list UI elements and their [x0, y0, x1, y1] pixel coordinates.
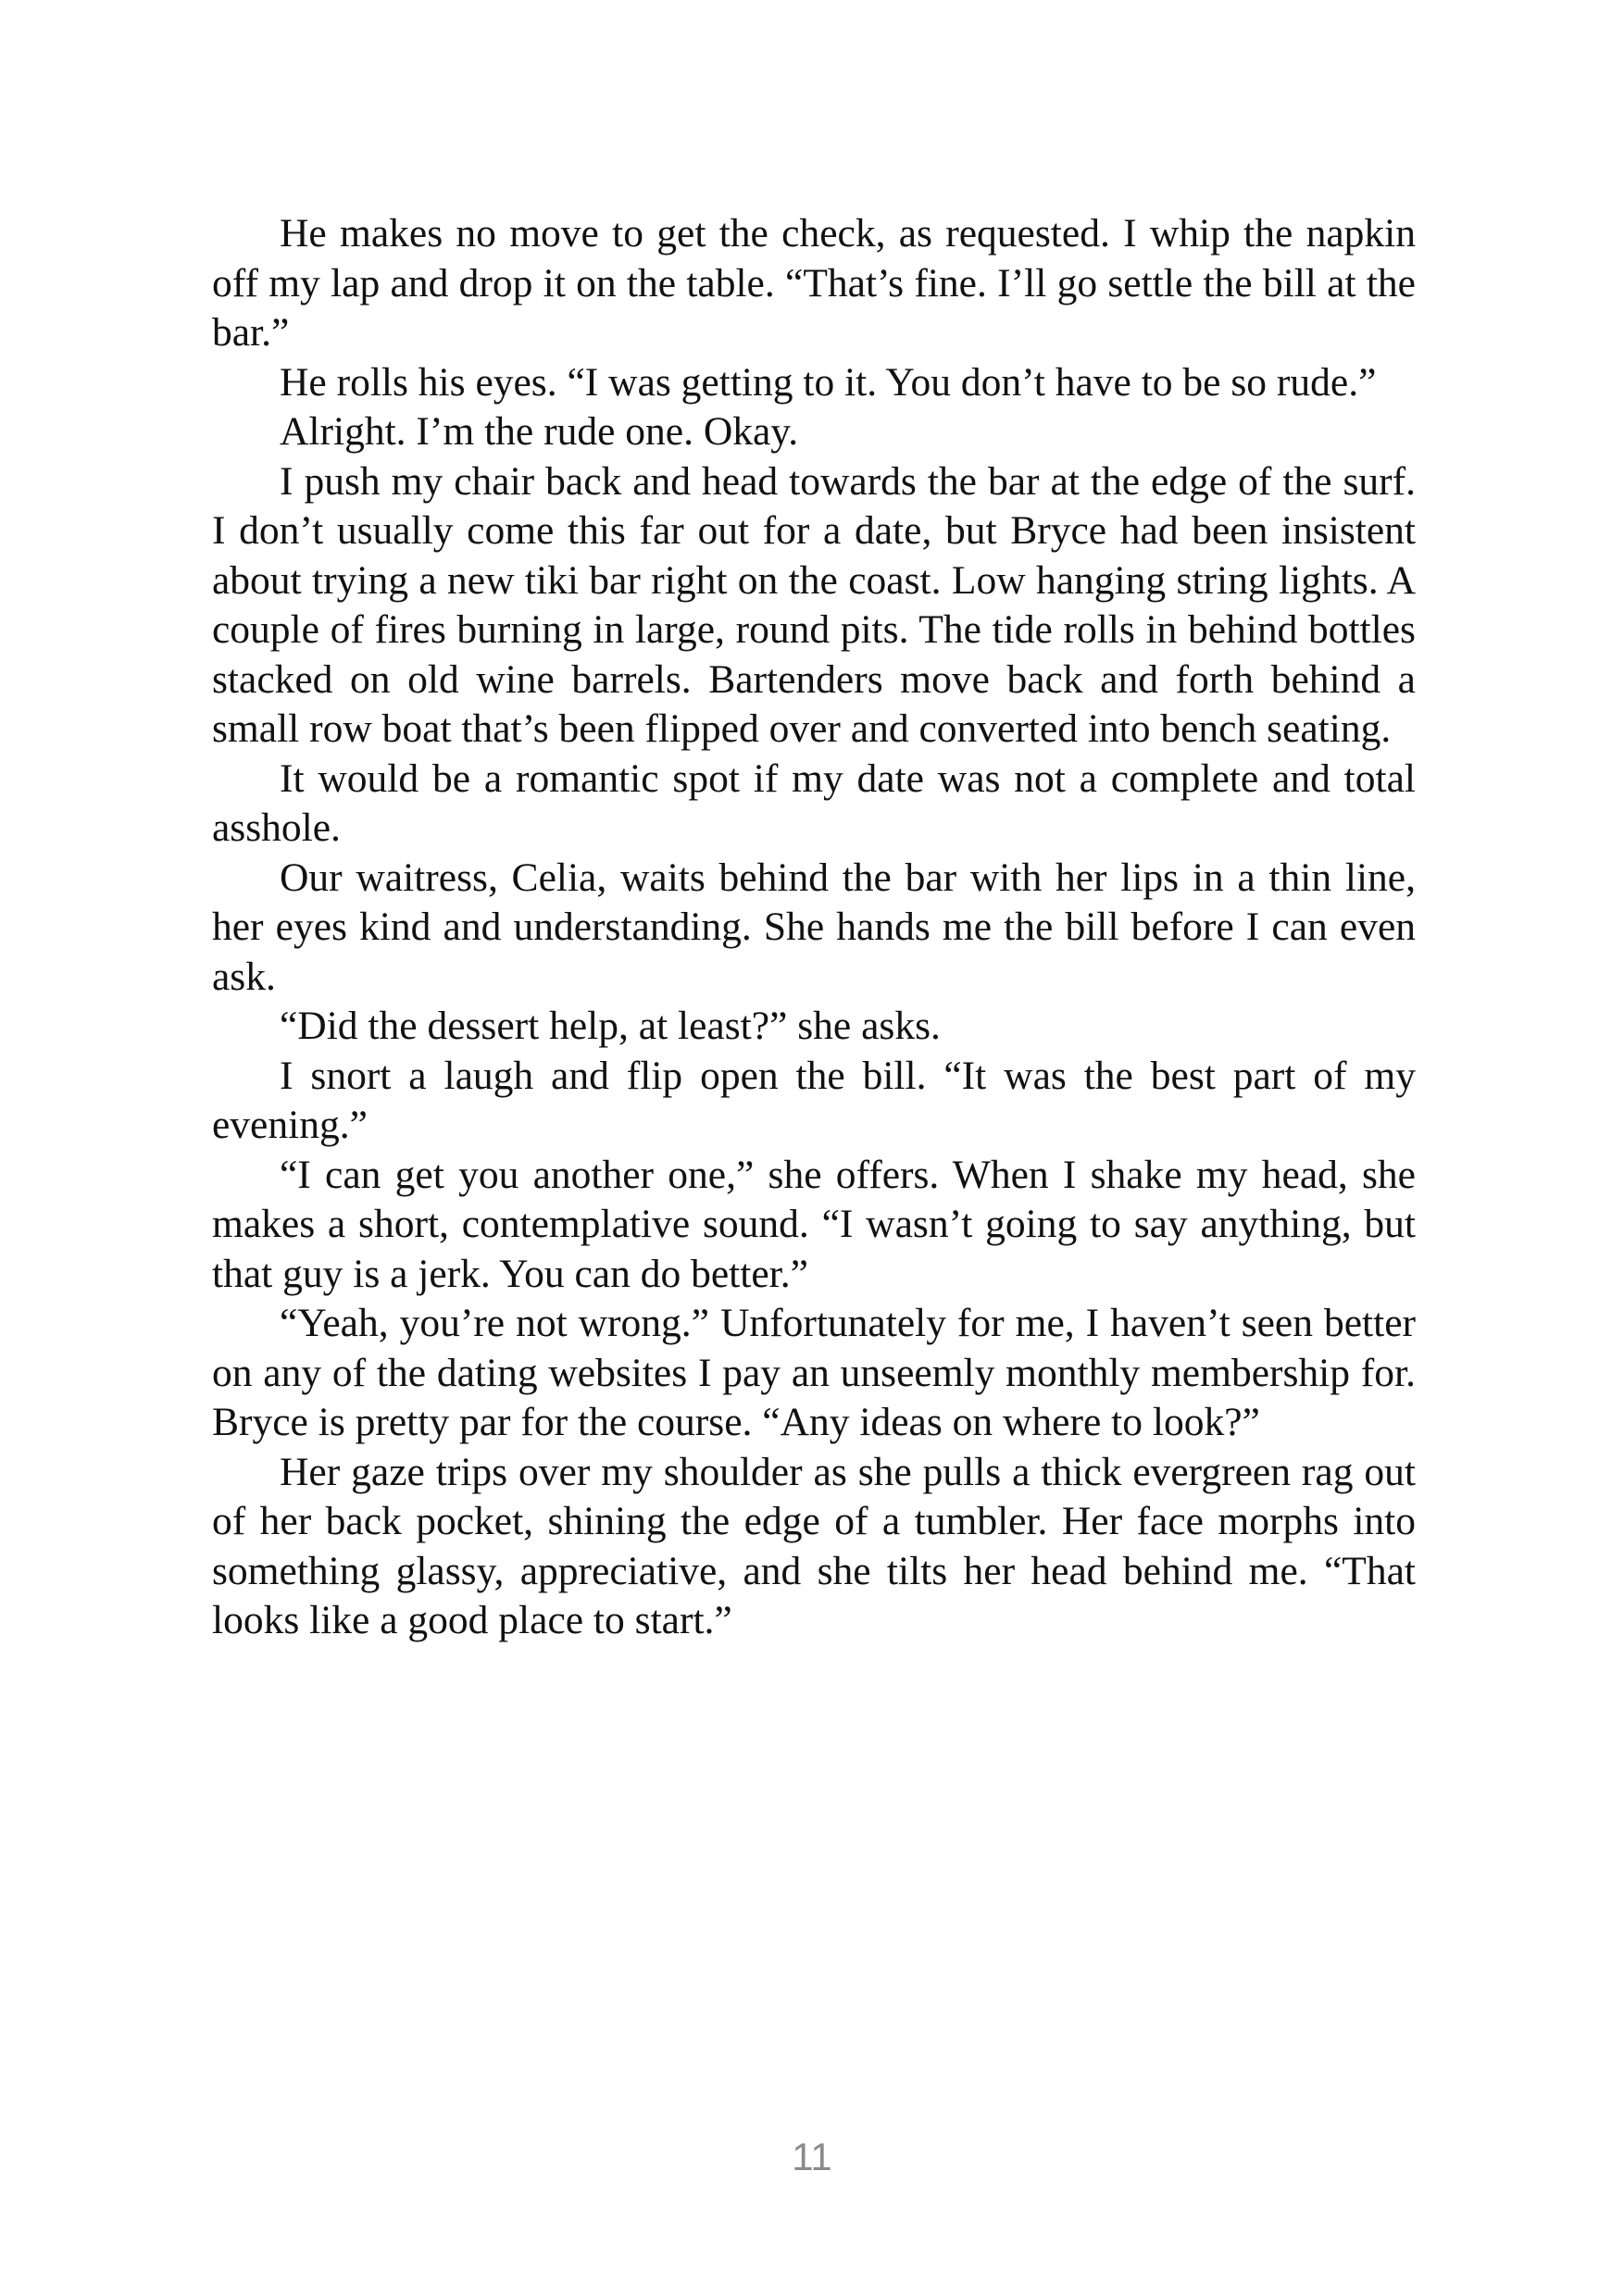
- paragraph: I push my chair back and head towards the bar at the edge of the surf. I don’t usually come this far out for a date, but Bryce had been insistent about trying a new tiki bar right on the coast. Low hanging string lights. A couple of fires burning in large, round pits. The tide rolls in behind bottles stacked on old wine barrels. Bartenders move back and forth behind a small row boat that’s been flipped over and converted into bench seating.: [212, 458, 1416, 751]
- paragraph: He makes no move to get the check, as requested. I whip the napkin off my lap and drop it on the table. “That’s fine. I’ll go settle the bill at the bar.”: [212, 211, 1416, 355]
- paragraph: “Did the dessert help, at least?” she asks.: [280, 1004, 941, 1048]
- paragraph: Alright. I’m the rude one. Okay.: [280, 409, 799, 454]
- body-text: [212, 209, 1416, 1646]
- page-number: 11: [792, 2135, 832, 2178]
- paragraph: “Yeah, you’re not wrong.” Unfortunately for me, I haven’t seen better on any of the dating websites I pay an unseemly monthly membership for. Bryce is pretty par for the course. “Any ideas on where to look?”: [212, 1301, 1416, 1444]
- paragraph: “I can get you another one,” she offers. When I shake my head, she makes a short, contemplative sound. “I wasn’t going to say anything, but that guy is a jerk. You can do better.”: [212, 1152, 1416, 1296]
- paragraph: I snort a laugh and flip open the bill. “It was the best part of my evening.”: [212, 1053, 1416, 1147]
- paragraph: Her gaze trips over my shoulder as she pulls a thick evergreen rag out of her back pocket, shining the edge of a tumbler. Her face morphs into something glassy, appreciative, and she tilts her head behind me. “That looks like a good place to start.”: [212, 1449, 1416, 1642]
- paragraph: He rolls his eyes. “I was getting to it. You don’t have to be so rude.”: [280, 359, 1377, 405]
- paragraph: Our waitress, Celia, waits behind the bar with her lips in a thin line, her eyes kind and understanding. She hands me the bill before I can even ask.: [212, 855, 1416, 999]
- paragraph: It would be a romantic spot if my date was not a complete and total asshole.: [212, 755, 1416, 850]
